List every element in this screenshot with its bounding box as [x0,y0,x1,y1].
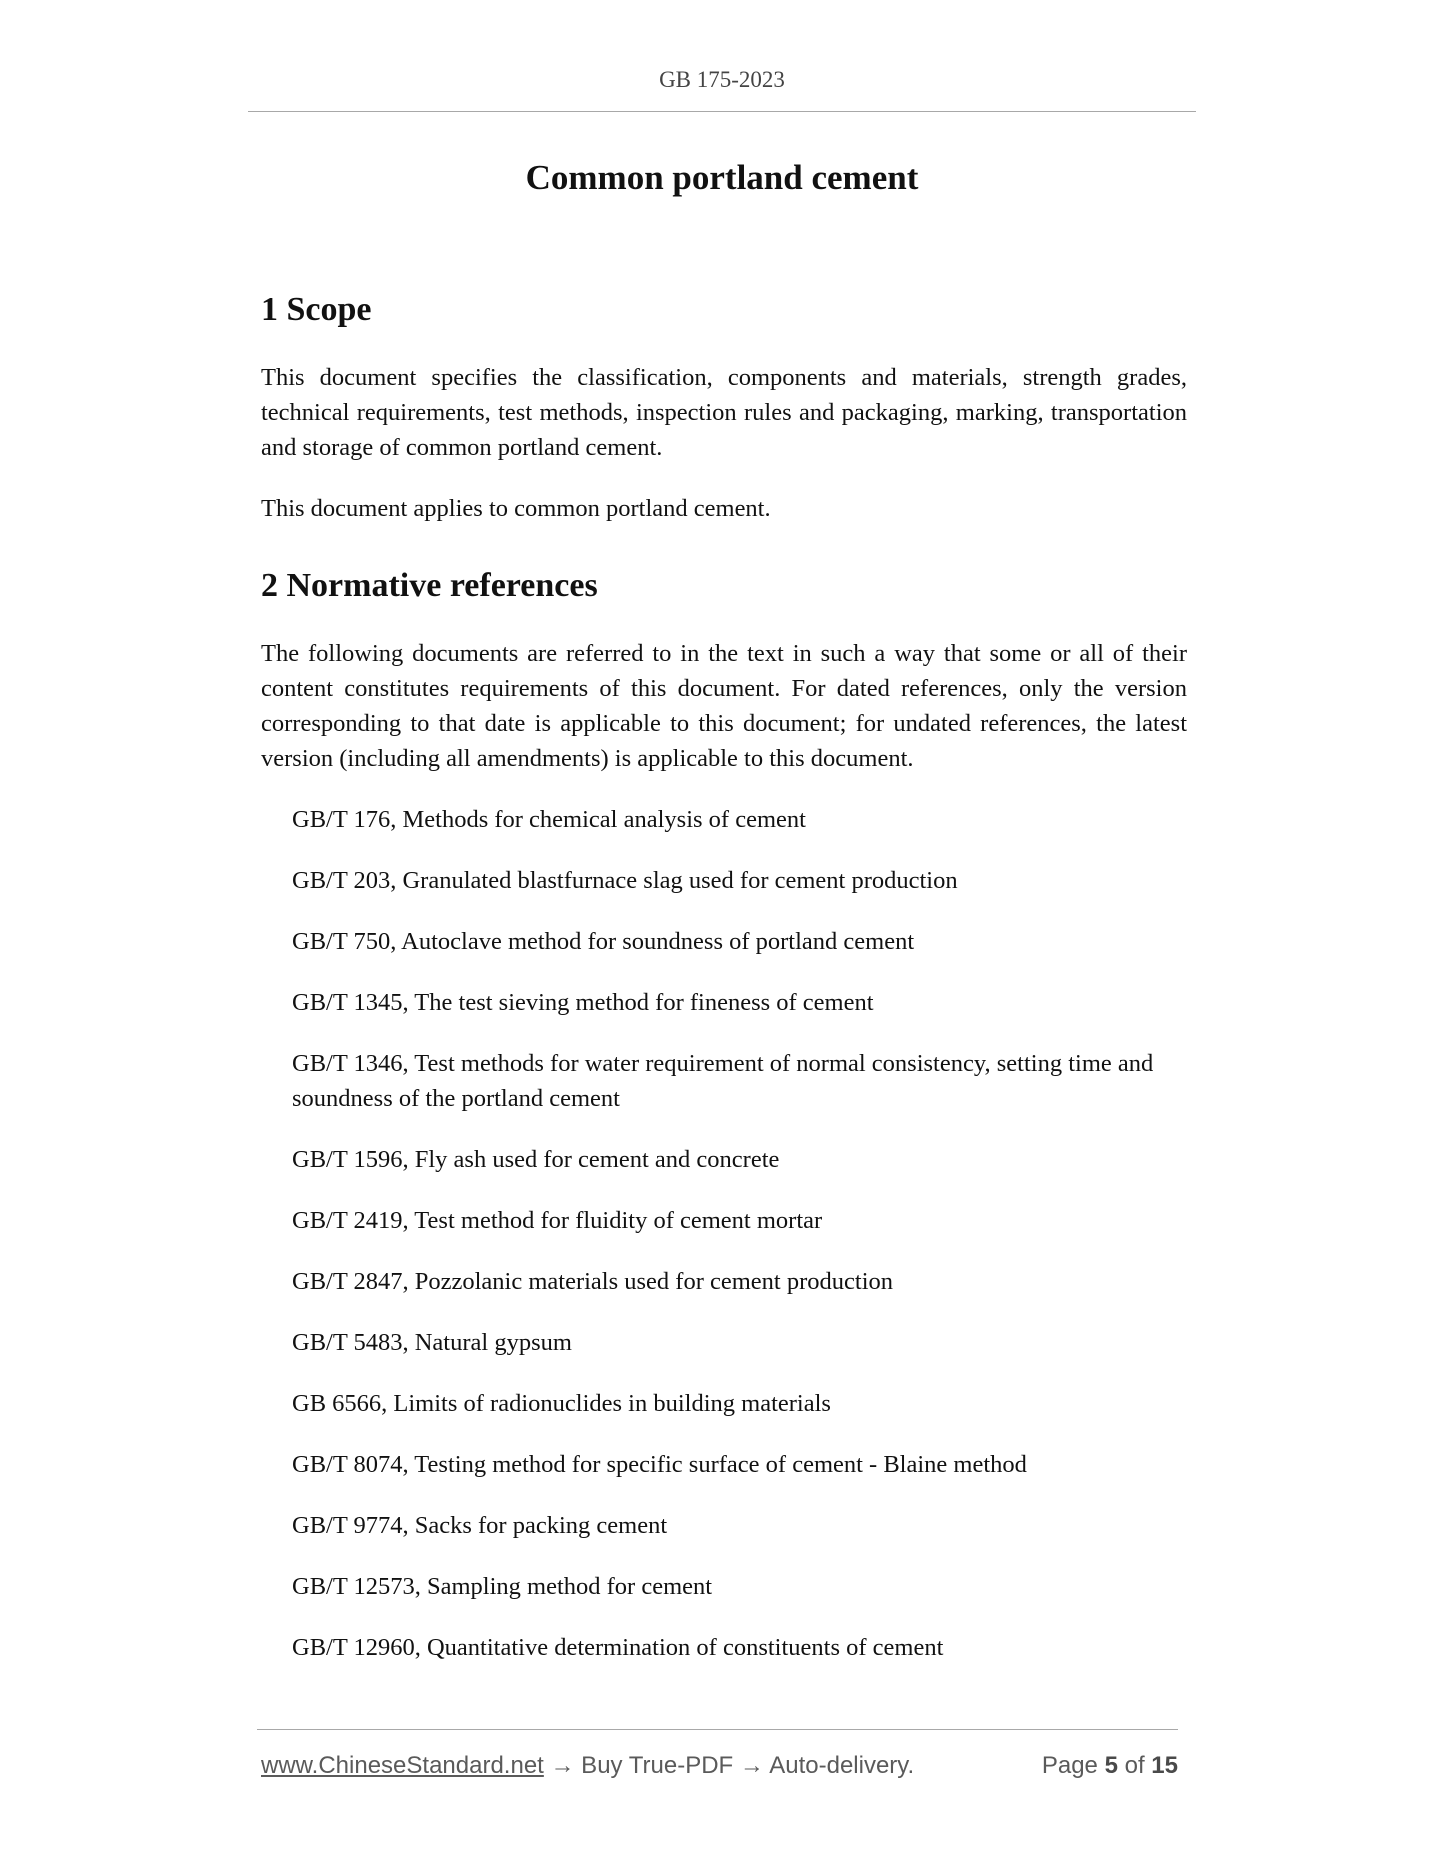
references-intro-paragraph: The following documents are referred to in the text in such a way that some or all of their content constitutes requirements of this document. For dated references, only the version corresponding to that date is applicable to this document; for undated references, the latest version (including all amendments) is applicable to this document. [261,640,1187,772]
footer-promo [261,1750,914,1782]
scope-paragraph: This document applies to common portland cement. [261,495,771,522]
page-footer [261,1750,1178,1782]
section-heading-scope: 1 Scope [261,291,372,328]
reference-item: GB/T 176, Methods for chemical analysis of cement [292,806,806,833]
document-title: Common portland cement [525,158,919,197]
section-normative-references [261,564,1187,1665]
reference-item: GB/T 750, Autoclave method for soundness of portland cement [292,928,915,955]
footer-divider [257,1729,1178,1730]
scope-paragraph: This document specifies the classification, components and materials, strength grades, technical requirements, test methods, inspection rules and packaging, marking, transportation and storage of common portland cement. [261,364,1187,461]
reference-item: GB/T 8074, Testing method for specific surface of cement - Blaine method [292,1451,1027,1478]
total-pages-number: 15 [1151,1752,1178,1779]
footer-promo-text: → Buy True-PDF → Auto-delivery. [543,1752,915,1779]
website-link[interactable]: www.ChineseStandard.net [261,1752,544,1779]
reference-list [261,802,1187,1665]
reference-item: GB/T 203, Granulated blastfurnace slag used for cement production [292,867,958,894]
reference-item: GB/T 12960, Quantitative determination of constituents of cement [292,1634,944,1661]
reference-item: GB/T 2847, Pozzolanic materials used for cement production [292,1268,894,1295]
reference-item: GB/T 9774, Sacks for packing cement [292,1512,668,1539]
reference-item: GB/T 5483, Natural gypsum [292,1329,572,1356]
page-of-label: of [1124,1752,1145,1779]
page-label: Page [1041,1752,1098,1779]
reference-item: GB/T 1596, Fly ash used for cement and concrete [292,1146,780,1173]
running-header: GB 175-2023 [659,67,785,92]
reference-item: GB/T 1346, Test methods for water requirement of normal consistency, setting time and soundness of the portland cement [292,1050,1154,1112]
header-divider [248,111,1196,112]
reference-item: GB/T 1345, The test sieving method for fineness of cement [292,989,874,1016]
reference-item: GB/T 2419, Test method for fluidity of cement mortar [292,1207,823,1234]
section-heading-normative-references: 2 Normative references [261,567,598,604]
current-page-number: 5 [1104,1752,1118,1779]
reference-item: GB/T 12573, Sampling method for cement [292,1573,713,1600]
reference-item: GB 6566, Limits of radionuclides in building materials [292,1390,831,1417]
section-scope [261,288,1187,526]
document-body [261,288,1187,1691]
page-number [1042,1750,1178,1782]
